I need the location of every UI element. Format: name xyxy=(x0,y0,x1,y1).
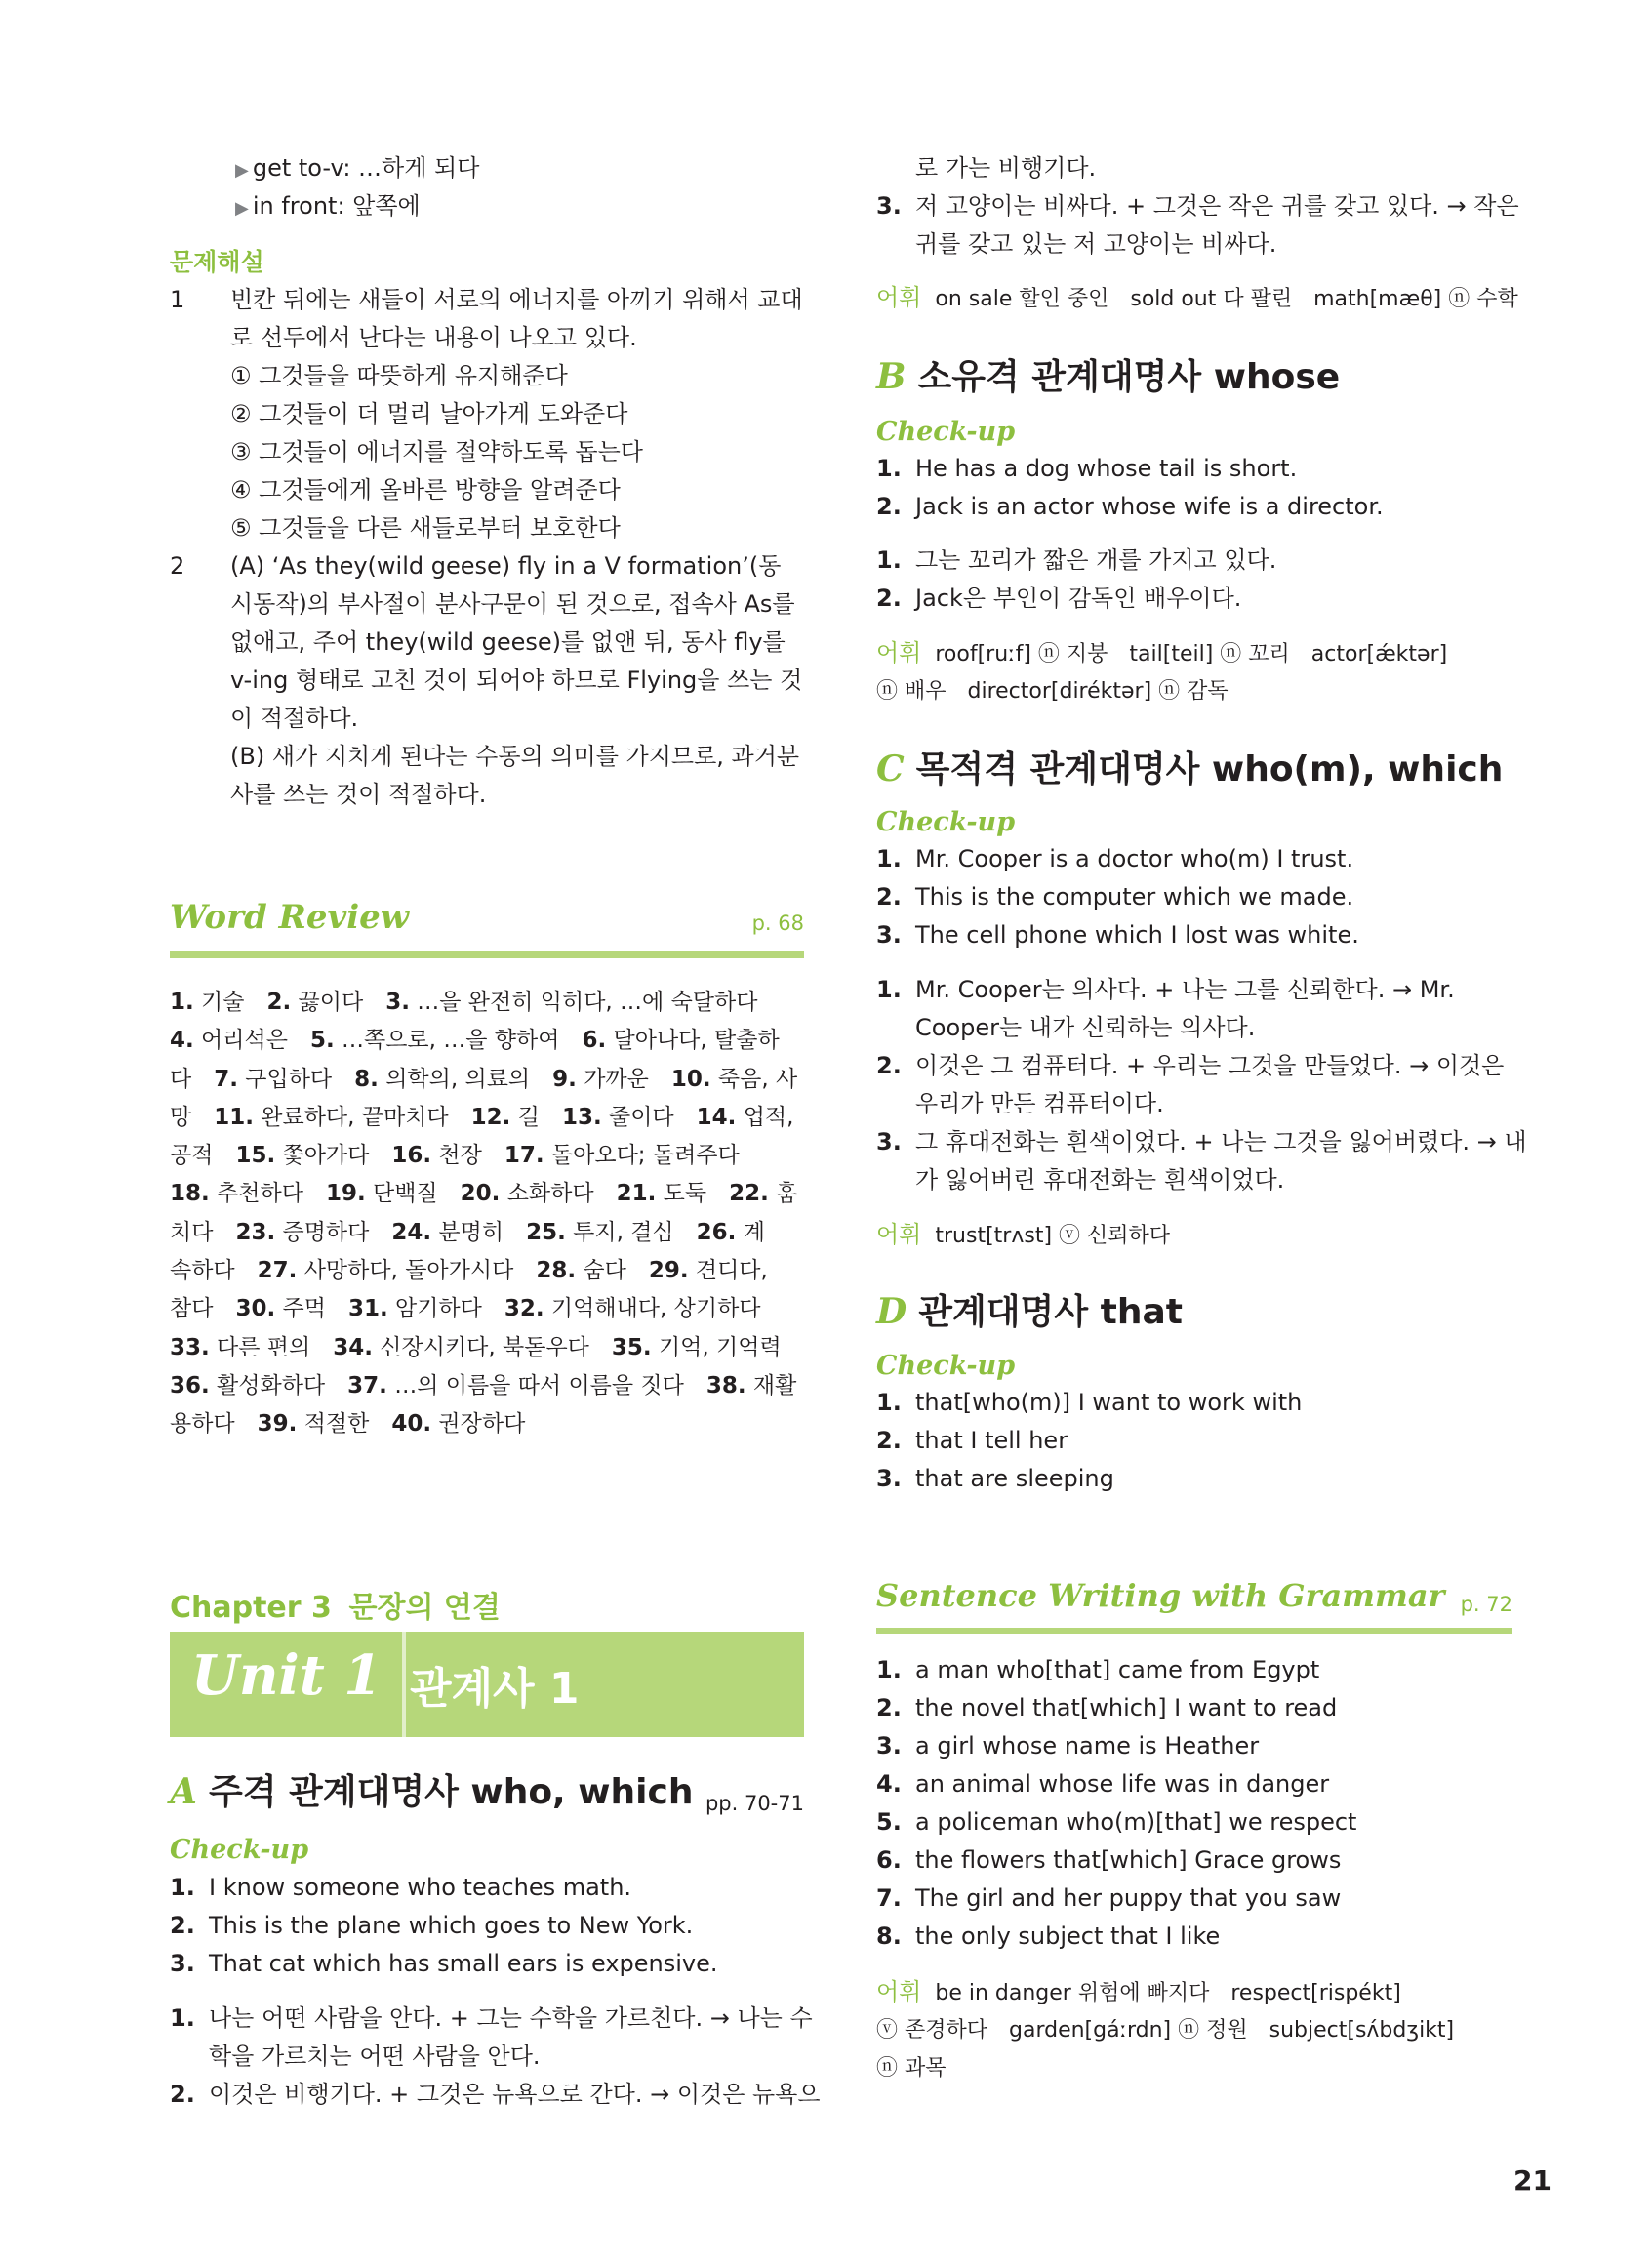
explanation-1-line-2: 로 선두에서 난다는 내용이 나오고 있다. xyxy=(230,324,637,351)
section-a-trans-3b: 귀를 갖고 있는 저 고양이는 비싸다. xyxy=(915,230,1277,258)
word-review-page: p. 68 xyxy=(751,911,804,935)
section-d-answer-1: 1. that[who(m)] I want to work with xyxy=(876,1389,1303,1416)
page-number: 21 xyxy=(1513,2165,1551,2197)
unit-title: 관계사 1 xyxy=(410,1664,580,1714)
swg-vocab-3: ⓝ 과목 xyxy=(876,2056,947,2081)
triangle-bullet-icon: ▶ xyxy=(235,198,249,219)
section-a-trans-2b: 로 가는 비행기다. xyxy=(915,154,1097,182)
word-review-line: 공적 15. 쫓아가다 16. 천장 17. 돌아오다; 돌려주다 xyxy=(170,1143,740,1169)
section-a-trans-3: 3. 저 고양이는 비싸다. + 그것은 작은 귀를 갖고 있다. → 작은 xyxy=(876,192,1519,220)
unit-divider xyxy=(402,1632,406,1737)
swg-answer-4: 4. an animal whose life was in danger xyxy=(876,1770,1330,1798)
explanation-2-line-3: 없애고, 주어 they(wild geese)를 없앤 뒤, 동사 fly를 xyxy=(230,628,786,656)
section-a-answer-1: 1. I know someone who teaches math. xyxy=(170,1874,632,1901)
section-a-vocab: 어휘 on sale 할인 중인 sold out 다 팔린 math[mæθ] ⓝ 수학 xyxy=(876,284,1518,311)
explanation-2-line-6: (B) 새가 지치게 된다는 수동의 의미를 가지므로, 과거분 xyxy=(230,743,800,770)
option-3: ③ 그것들이 에너지를 절약하도록 돕는다 xyxy=(230,438,643,466)
option-5: ⑤ 그것들을 다른 새들로부터 보호한다 xyxy=(230,514,621,542)
word-review-line: 1. 기술 2. 끓이다 3. …을 완전히 익히다, …에 숙달하다 xyxy=(170,990,758,1015)
section-c-trans-2b: 우리가 만든 컴퓨터이다. xyxy=(915,1090,1164,1117)
section-a-answer-2: 2. This is the plane which goes to New York. xyxy=(170,1912,694,1939)
section-a-trans-1b: 학을 가르치는 어떤 사람을 안다. xyxy=(209,2043,541,2070)
section-d-answer-2: 2. that I tell her xyxy=(876,1427,1068,1454)
explanation-2-line-5: 이 적절하다. xyxy=(230,705,359,732)
section-d-title: D 관계대명사 that xyxy=(876,1291,1183,1332)
chapter-heading xyxy=(170,1583,804,1626)
section-b-trans-1: 1. 그는 꼬리가 짧은 개를 가지고 있다. xyxy=(876,547,1277,574)
option-2: ② 그것들이 더 멀리 날아가게 도와준다 xyxy=(230,400,628,427)
section-c-checkup: Check-up xyxy=(876,807,1016,837)
word-review-line: 속하다 27. 사망하다, 돌아가시다 28. 숨다 29. 견디다, xyxy=(170,1258,768,1284)
section-b-vocab-2: ⓝ 배우 director[diréktər] ⓝ 감독 xyxy=(876,679,1229,704)
section-b-title: B 소유격 관계대명사 whose xyxy=(876,356,1341,397)
option-1: ① 그것들을 따뜻하게 유지해준다 xyxy=(230,362,568,389)
section-c-title: C 목적격 관계대명사 who(m), which xyxy=(876,749,1504,789)
chapter-title: 문장의 연결 xyxy=(348,1591,501,1625)
section-a-letter: A xyxy=(170,1771,197,1812)
word-review-line: 36. 활성화하다 37. …의 이름을 따서 이름을 짓다 38. 재활 xyxy=(170,1372,797,1398)
swg-header xyxy=(876,1577,1512,1620)
section-c-trans-1b: Cooper는 내가 신뢰하는 의사다. xyxy=(915,1014,1256,1041)
section-d-letter: D xyxy=(876,1291,907,1332)
word-review-line: 18. 추천하다 19. 단백질 20. 소화하다 21. 도둑 22. 훔 xyxy=(170,1181,798,1207)
explanation-1-line-1: 1 빈칸 뒤에는 새들이 서로의 에너지를 아끼기 위해서 교대 xyxy=(170,286,803,313)
unit-banner xyxy=(170,1632,804,1737)
note-in-front: ▶ in front: 앞쪽에 xyxy=(235,192,421,220)
word-review-bar xyxy=(170,951,804,958)
section-c-answer-3: 3. The cell phone which I lost was white. xyxy=(876,921,1359,949)
word-review-line: 망 11. 완료하다, 끝마치다 12. 길 13. 줄이다 14. 업적, xyxy=(170,1104,794,1130)
swg-answer-3: 3. a girl whose name is Heather xyxy=(876,1732,1260,1760)
section-b-trans-2: 2. Jack은 부인이 감독인 배우이다. xyxy=(876,585,1242,612)
section-a-pages: pp. 70-71 xyxy=(705,1792,804,1815)
section-a-title: A 주격 관계대명사 who, which pp. 70-71 xyxy=(170,1768,804,1816)
explanation-2-line-7: 사를 쓰는 것이 적절하다. xyxy=(230,781,487,808)
section-c-trans-2: 2. 이것은 그 컴퓨터다. + 우리는 그것을 만들었다. → 이것은 xyxy=(876,1052,1505,1079)
word-review-line: 참다 30. 주먹 31. 암기하다 32. 기억해내다, 상기하다 xyxy=(170,1296,761,1322)
swg-bar xyxy=(876,1628,1512,1634)
explanation-2-line-2: 시동작)의 부사절이 분사구문이 된 것으로, 접속사 As를 xyxy=(230,590,795,618)
explanation-heading: 문제해설 xyxy=(170,248,264,276)
swg-answer-2: 2. the novel that[which] I want to read xyxy=(876,1694,1338,1721)
word-review-line: 33. 다른 편의 34. 신장시키다, 북돋우다 35. 기억, 기억력 xyxy=(170,1334,782,1360)
swg-answer-8: 8. the only subject that I like xyxy=(876,1923,1221,1950)
word-review-title: Word Review xyxy=(170,898,410,937)
word-review-line: 치다 23. 증명하다 24. 분명히 25. 투지, 결심 26. 계 xyxy=(170,1219,765,1245)
unit-number: Unit 1 xyxy=(191,1643,383,1708)
word-review-header xyxy=(170,898,804,943)
section-c-trans-1: 1. Mr. Cooper는 의사다. + 나는 그를 신뢰한다. → Mr. xyxy=(876,976,1455,1003)
word-review-line: 다 7. 구입하다 8. 의학의, 의료의 9. 가까운 10. 죽음, 사 xyxy=(170,1066,798,1092)
swg-title: Sentence Writing with Grammar xyxy=(876,1577,1445,1614)
section-a-trans-1: 1. 나는 어떤 사람을 안다. + 그는 수학을 가르친다. → 나는 수 xyxy=(170,2004,813,2032)
section-a-checkup: Check-up xyxy=(170,1835,309,1865)
word-review-line: 용하다 39. 적절한 40. 권장하다 xyxy=(170,1411,526,1437)
swg-vocab-2: ⓥ 존경하다 garden[gáːrdn] ⓝ 정원 subject[sʌ́bdʒikt] xyxy=(876,2018,1455,2043)
section-b-answer-2: 2. Jack is an actor whose wife is a director. xyxy=(876,493,1384,520)
section-c-letter: C xyxy=(876,749,905,789)
section-a-answer-3: 3. That cat which has small ears is expensive. xyxy=(170,1950,718,1977)
section-b-vocab-1: 어휘 roof[ruːf] ⓝ 지붕 tail[teil] ⓝ 꼬리 actor[ǽktər] xyxy=(876,639,1448,667)
section-c-answer-1: 1. Mr. Cooper is a doctor who(m) I trust. xyxy=(876,845,1354,872)
section-b-letter: B xyxy=(876,356,907,397)
swg-answer-7: 7. The girl and her puppy that you saw xyxy=(876,1884,1342,1912)
option-4: ④ 그것들에게 올바른 방향을 알려준다 xyxy=(230,476,621,504)
explanation-2-line-1: 2 (A) ‘As they(wild geese) fly in a V formation’(동 xyxy=(170,552,782,580)
swg-answer-5: 5. a policeman who(m)[that] we respect xyxy=(876,1808,1357,1836)
chapter-label: Chapter 3 xyxy=(170,1591,332,1625)
swg-page: p. 72 xyxy=(1460,1593,1512,1616)
section-b-checkup: Check-up xyxy=(876,417,1016,447)
section-a-trans-2: 2. 이것은 비행기다. + 그것은 뉴욕으로 간다. → 이것은 뉴욕으 xyxy=(170,2081,821,2108)
section-c-trans-3: 3. 그 휴대전화는 흰색이었다. + 나는 그것을 잃어버렸다. → 내 xyxy=(876,1128,1527,1155)
word-review-line: 4. 어리석은 5. …쪽으로, …을 향하여 6. 달아나다, 탈출하 xyxy=(170,1028,780,1054)
section-c-trans-3b: 가 잃어버린 휴대전화는 흰색이었다. xyxy=(915,1166,1285,1194)
section-d-checkup: Check-up xyxy=(876,1351,1016,1381)
section-b-answer-1: 1. He has a dog whose tail is short. xyxy=(876,455,1298,482)
note-get-to-v: ▶ get to-v: …하게 되다 xyxy=(235,154,480,182)
section-c-vocab: 어휘 trust[trʌst] ⓥ 신뢰하다 xyxy=(876,1221,1171,1248)
word-review-list xyxy=(170,984,804,1444)
explanation-2-line-4: v-ing 형태로 고친 것이 되어야 하므로 Flying을 쓰는 것 xyxy=(230,667,803,694)
triangle-bullet-icon: ▶ xyxy=(235,160,249,181)
section-d-answer-3: 3. that are sleeping xyxy=(876,1465,1114,1492)
section-c-answer-2: 2. This is the computer which we made. xyxy=(876,883,1354,911)
swg-vocab-1: 어휘 be in danger 위험에 빠지다 respect[rispékt] xyxy=(876,1978,1401,2005)
swg-answer-6: 6. the flowers that[which] Grace grows xyxy=(876,1846,1342,1874)
swg-answer-1: 1. a man who[that] came from Egypt xyxy=(876,1656,1320,1683)
